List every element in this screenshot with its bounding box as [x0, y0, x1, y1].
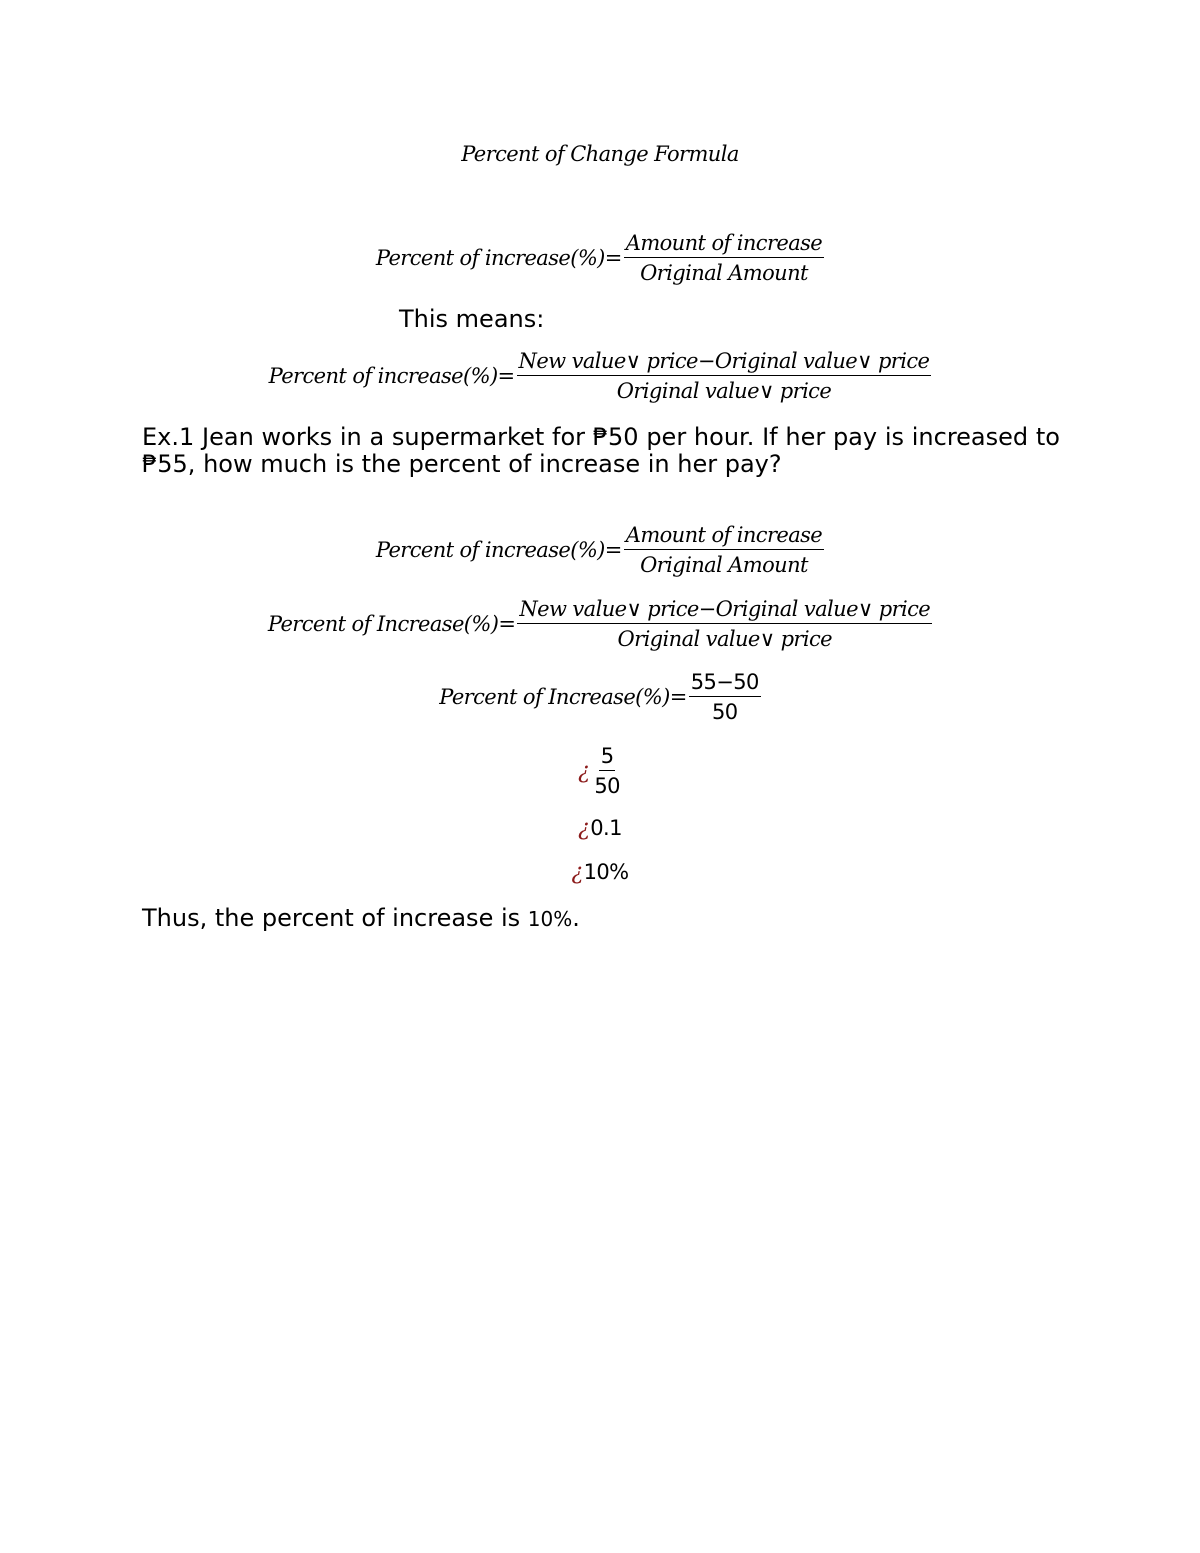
conclusion: [142, 904, 580, 933]
fraction-denominator: 50: [711, 700, 738, 724]
fraction-numerator: Amount of increase: [624, 230, 824, 258]
fraction: [624, 522, 824, 578]
fraction-denominator: Original value∨ price: [616, 379, 832, 403]
solution-step-3: [0, 669, 1200, 725]
formula-lhs: Percent of Increase(%)=: [267, 612, 516, 636]
fraction: [592, 743, 622, 799]
solution-step-4: [0, 743, 1200, 799]
fraction: [624, 230, 824, 286]
solution-step-6: [0, 860, 1200, 885]
solution-step-1: [0, 522, 1200, 578]
document-title: Percent of Change Formula: [461, 142, 739, 166]
solution-step-2: [0, 596, 1200, 652]
fraction-denominator: Original value∨ price: [617, 627, 832, 651]
conclusion-text: Thus, the percent of increase is: [142, 904, 521, 932]
fraction-denominator: Original Amount: [640, 261, 808, 285]
fraction-denominator: 50: [594, 774, 620, 798]
formula-percent-increase: [0, 230, 1200, 286]
fraction: [689, 669, 761, 725]
fraction-numerator: New value∨ price−Original value∨ price: [517, 348, 932, 376]
fraction-numerator: 5: [599, 743, 616, 771]
fraction-numerator: 55−50: [689, 669, 761, 697]
formula-percent-increase-expanded: [0, 348, 1200, 404]
formula-lhs: Percent of increase(%)=: [268, 364, 515, 388]
step-value: 10%: [583, 860, 629, 884]
example-problem: Ex.1 Jean works in a supermarket for ₱50 per hour. If her pay is increased to ₱55, how much is the percent of increase in her pay?: [142, 423, 1060, 478]
formula-lhs: Percent of increase(%)=: [375, 538, 622, 562]
fraction: [517, 596, 932, 652]
step-value: 0.1: [590, 816, 622, 840]
conclusion-period: .: [572, 904, 580, 932]
inverted-question-mark: ¿: [571, 860, 583, 885]
inverted-question-mark: ¿: [578, 758, 590, 784]
inverted-question-mark: ¿: [578, 816, 590, 841]
formula-lhs: Percent of Increase(%)=: [439, 685, 687, 709]
this-means-label: This means:: [399, 305, 545, 333]
fraction-numerator: Amount of increase: [624, 522, 824, 550]
fraction: [517, 348, 932, 404]
conclusion-value: 10%: [527, 907, 573, 931]
fraction-numerator: New value∨ price−Original value∨ price: [517, 596, 932, 624]
fraction-denominator: Original Amount: [640, 553, 808, 577]
solution-step-5: [0, 816, 1200, 841]
formula-lhs: Percent of increase(%)=: [375, 246, 622, 270]
